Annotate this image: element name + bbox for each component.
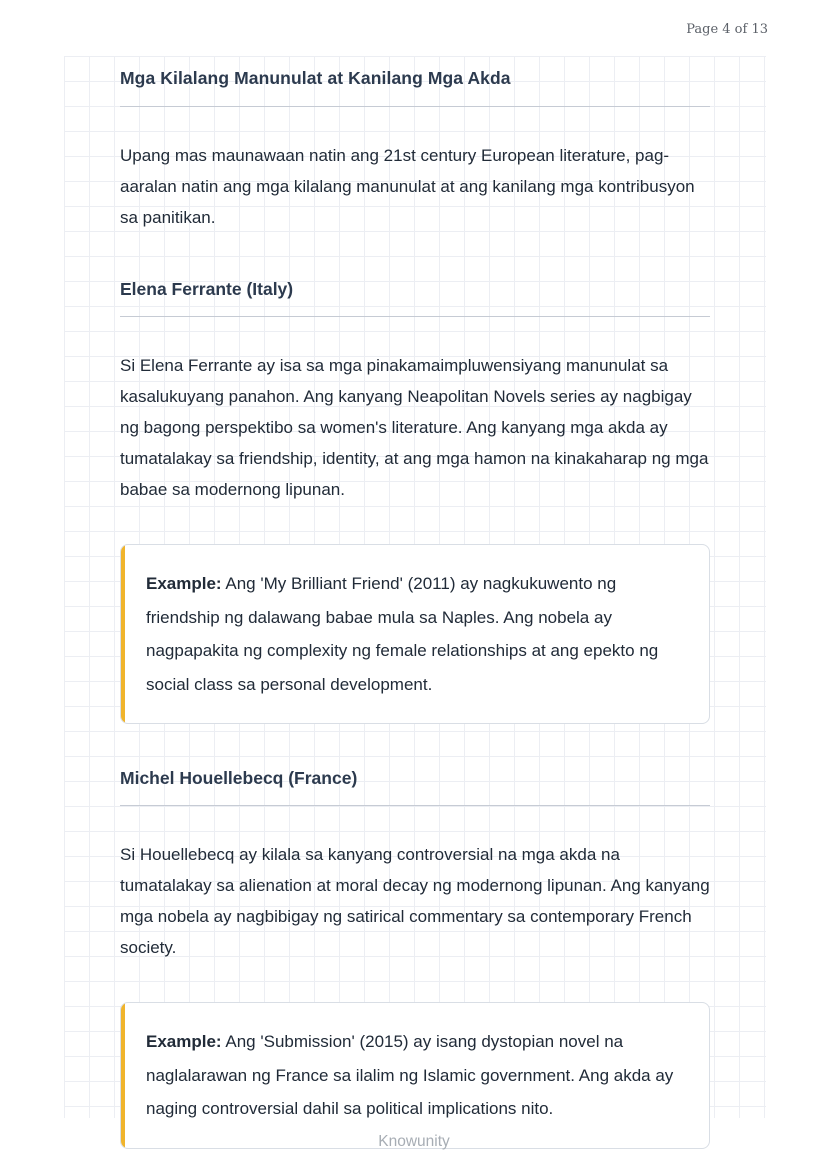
example-box — [120, 1002, 710, 1149]
heading-divider — [120, 316, 710, 317]
intro-paragraph: Upang mas maunawaan natin ang 21st century European literature, pag-aaralan natin ang mga kilalang manunulat at ang kanilang mga kontribusyon sa panitikan. — [120, 146, 695, 227]
example-body: Ang 'My Brilliant Friend' (2011) ay nagkukuwento ng friendship ng dalawang babae mula sa Naples. Ang nobela ay nagpapakita ng complexity ng female relationships at ang epekto ng social class sa personal development. — [146, 574, 659, 694]
example-accent-bar — [121, 1003, 125, 1148]
section-paragraph: Si Houellebecq ay kilala sa kanyang controversial na mga akda na tumatalakay sa alienation at moral decay ng modernong lipunan. Ang kanyang mga nobela ay nagbibigay ng satirical commentary sa contemporary French society. — [120, 845, 710, 957]
section-heading: Elena Ferrante (Italy) — [120, 279, 294, 299]
example-accent-bar — [121, 545, 125, 723]
section-heading: Michel Houellebecq (France) — [120, 768, 358, 788]
example-box — [120, 544, 710, 724]
page-title: Mga Kilalang Manunulat at Kanilang Mga Akda — [120, 68, 511, 88]
section-michel-houellebecq — [120, 768, 710, 1149]
heading-divider — [120, 805, 710, 806]
example-label: Example: — [146, 1032, 222, 1051]
example-text — [146, 1025, 683, 1126]
example-label: Example: — [146, 574, 222, 593]
page-number: Page 4 of 13 — [686, 22, 768, 37]
section-paragraph: Si Elena Ferrante ay isa sa mga pinakamaimpluwensiyang manunulat sa kasalukuyang panahon. Ang kanyang Neapolitan Novels series ay nagbigay ng bagong perspektibo sa women's literature. Ang kanyang mga akda ay tumatalakay sa friendship, identity, at ang mga hamon na kinakaharap ng mga babae sa modernong lipunan. — [120, 356, 709, 499]
section-elena-ferrante — [120, 279, 710, 724]
footer-brand: Knowunity — [378, 1133, 450, 1150]
title-divider — [120, 106, 710, 107]
example-body: Ang 'Submission' (2015) ay isang dystopian novel na naglalarawan ng France sa ilalim ng Islamic government. Ang akda ay naging controversial dahil sa political implications nito. — [146, 1032, 674, 1118]
document-content — [120, 56, 710, 1149]
notebook-sheet — [64, 56, 766, 1118]
example-text — [146, 567, 683, 701]
